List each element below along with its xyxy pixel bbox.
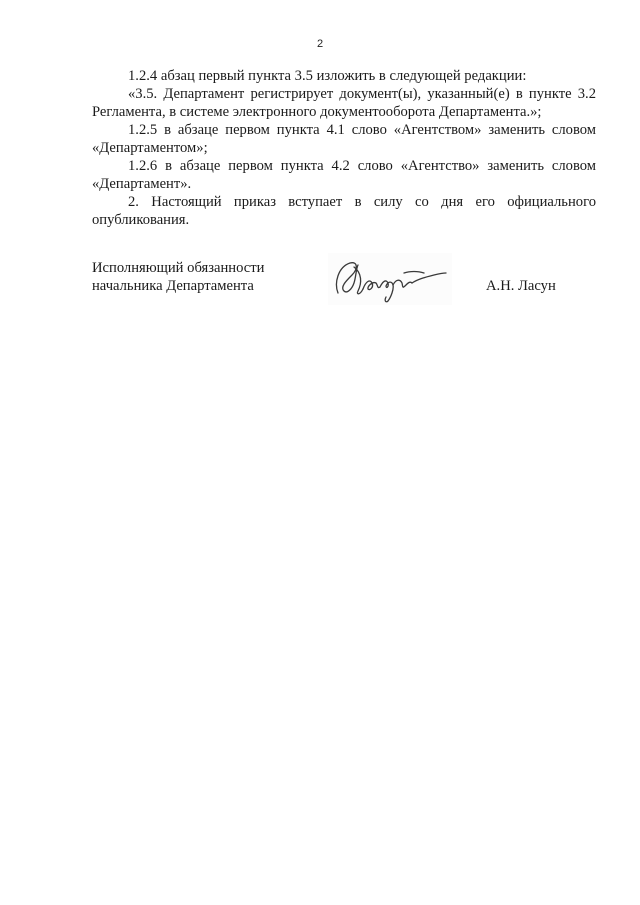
signatory-position xyxy=(92,259,264,295)
document-body xyxy=(92,67,596,229)
signatory-position-line-2: начальника Департамента xyxy=(92,278,254,294)
paragraph-1-2-4: 1.2.4 абзац первый пункта 3.5 изложить в следующей редакции: xyxy=(128,68,527,84)
signatory-position-line-1: Исполняющий обязанности xyxy=(92,260,265,276)
paragraph-2-effective: 2. Настоящий приказ вступает в силу со дня его официального опубликования. xyxy=(92,194,596,228)
paragraph-1-2-6: 1.2.6 в абзаце первом пункта 4.2 слово «Агентство» заменить словом «Департамент». xyxy=(92,158,596,192)
paragraph-3-5-quote: «3.5. Департамент регистрирует документ(ы), указанный(е) в пункте 3.2 Регламента, в системе электронного документооборота Департамента.»; xyxy=(92,86,596,120)
signatory-name: А.Н. Ласун xyxy=(486,278,556,294)
paragraph-1-2-5: 1.2.5 в абзаце первом пункта 4.1 слово «Агентством» заменить словом «Департаментом»; xyxy=(92,122,596,156)
handwritten-signature xyxy=(328,253,452,305)
page-number: 2 xyxy=(316,38,324,50)
